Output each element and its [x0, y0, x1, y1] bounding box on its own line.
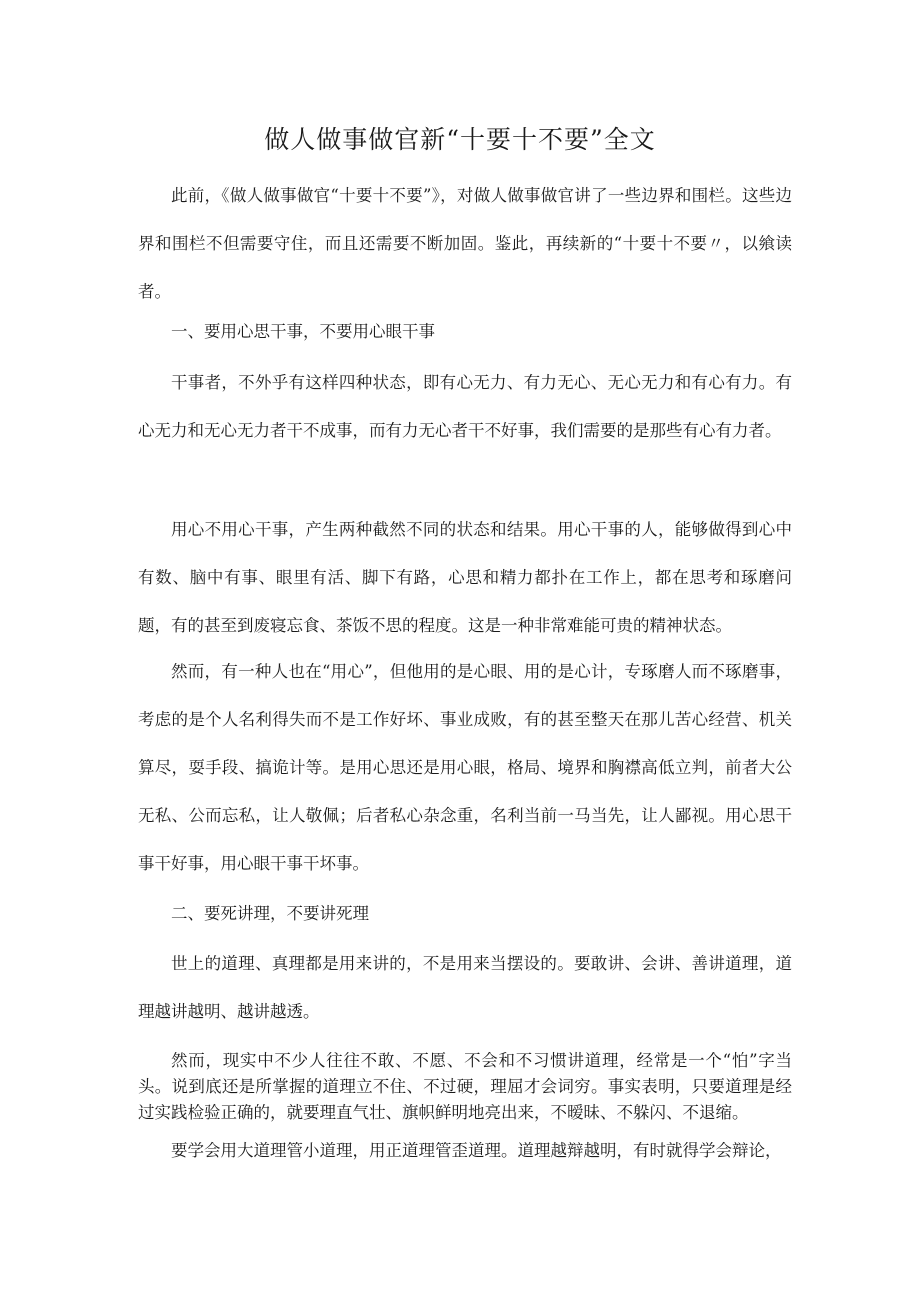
section-2-paragraph-1: 世上的道理、真理都是用来讲的，不是用来当摆设的。要敢讲、会讲、善讲道理，道理越讲越明、越讲越透。	[138, 954, 792, 1021]
section-2-paragraph-2: 然而，现实中不少人往往不敢、不愿、不会和不习惯讲道理，经常是一个“怕”字当头。说到底还是所掌握的道理立不住、不过硬，理屈才会词穷。事实表明，只要道理是经过实践检验正确的，就要理直气壮、旗帜鲜明地亮出来，不暧昧、不躲闪、不退缩。	[138, 1051, 792, 1122]
section-1-paragraph-3: 然而，有一种人也在“用心”，但他用的是心眼、用的是心计，专琢磨人而不琢磨事，考虑的是个人名利得失而不是工作好坏、事业成败，有的甚至整天在那儿苦心经营、机关算尽，耍手段、搞诡计等。是用心思还是用心眼，格局、境界和胸襟高低立判，前者大公无私、公而忘私，让人敬佩；后者私心杂念重，名利当前一马当先，让人鄙视。用心思干事干好事，用心眼干事干坏事。	[138, 662, 792, 873]
section-1-paragraph-1: 干事者，不外乎有这样四种状态，即有心无力、有力无心、无心无力和有心有力。有心无力和无心无力者干不成事，而有力无心者干不好事，我们需要的是那些有心有力者。	[138, 373, 792, 440]
section-1-heading: 一、要用心思干事，不要用心眼干事	[171, 322, 435, 341]
document-title: 做人做事做官新“十要十不要”全文	[264, 125, 656, 154]
section-1-paragraph-2: 用心不用心干事，产生两种截然不同的状态和结果。用心干事的人，能够做得到心中有数、脑中有事、眼里有活、脚下有路，心思和精力都扑在工作上，都在思考和琢磨问题，有的甚至到废寝忘食、茶饭不思的程度。这是一种非常难能可贵的精神状态。	[138, 520, 792, 635]
section-2-heading: 二、要死讲理，不要讲死理	[171, 904, 369, 923]
section-2-paragraph-3: 要学会用大道理管小道理，用正道理管歪道理。道理越辩越明，有时就得学会辩论，	[171, 1141, 782, 1160]
intro-paragraph: 此前，《做人做事做官“十要十不要”》，对做人做事做官讲了一些边界和围栏。这些边界和围栏不但需要守住，而且还需要不断加固。鉴此，再续新的“十要十不要〃，以飨读者。	[138, 186, 792, 301]
